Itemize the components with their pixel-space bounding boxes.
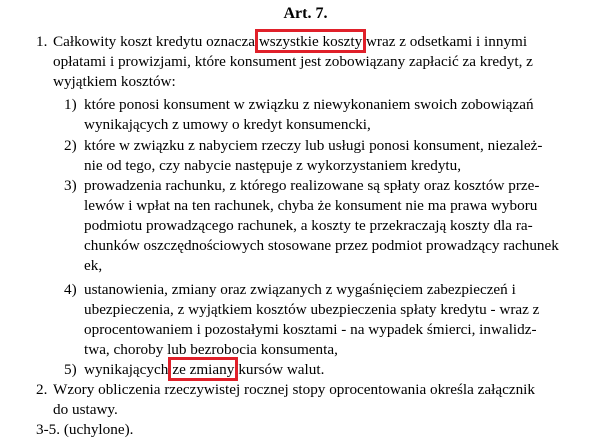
subpoint-3-line-4: chunków oszczędnościowych stosowane przez podmiot prowadzący rachunek	[84, 237, 559, 254]
subpoint-3-line-1: prowadzenia rachunku, z którego realizowane są spłaty oraz kosztów prze-	[84, 177, 540, 194]
subpoint-4-line-3: oprocentowaniem i pozostałymi kosztami - na wypadek śmierci, inwalidz-	[84, 321, 537, 338]
subpoint-5-number: 5)	[64, 361, 77, 378]
paragraph-1-text-start: Całkowity koszt kredytu oznacza	[53, 33, 256, 50]
paragraph-1-text-end: wraz z odsetkami i innymi	[365, 33, 528, 50]
subpoint-4-number: 4)	[64, 281, 77, 298]
paragraph-3-5-repealed: 3-5. (uchylone).	[36, 421, 134, 438]
paragraph-1-line-3: wyjątkiem kosztów:	[53, 73, 176, 90]
article-title: Art. 7.	[283, 5, 328, 22]
paragraph-2-line-2: do ustawy.	[53, 401, 118, 418]
subpoint-2-line-1: które w związku z nabyciem rzeczy lub usługi ponosi konsument, niezależ-	[84, 137, 543, 154]
subpoint-4-line-2: ubezpieczenia, z wyjątkiem kosztów ubezpieczenia spłaty kredytu - wraz z	[84, 301, 540, 318]
subpoint-1-line-1: które ponosi konsument w związku z niewykonaniem swoich zobowiązań	[84, 96, 534, 113]
highlighted-phrase-wszystkie-koszty: wszystkie koszty	[258, 33, 363, 50]
subpoint-3-line-2: lewów i wpłat na ten rachunek, chyba że konsument nie ma prawa wyboru	[84, 197, 538, 214]
subpoint-3-line-5: ek,	[84, 257, 103, 274]
subpoint-5-text-end: kursów walut.	[238, 361, 325, 378]
paragraph-1-number: 1.	[36, 33, 48, 50]
paragraph-2-line-1: Wzory obliczenia rzeczywistej rocznej stopy oprocentowania określa załącznik	[53, 381, 535, 398]
subpoint-5-line-1	[84, 360, 324, 380]
paragraph-1-line-2: opłatami i prowizjami, które konsument jest zobowiązany zapłacić za kredyt, z	[53, 53, 533, 70]
subpoint-5-text-start: wynikających	[84, 361, 169, 378]
subpoint-3-number: 3)	[64, 177, 77, 194]
paragraph-1-line-1	[53, 32, 527, 52]
subpoint-1-number: 1)	[64, 96, 77, 113]
subpoint-1-line-2: wynikających z umowy o kredyt konsumencki,	[84, 116, 371, 133]
paragraph-2-number: 2.	[36, 381, 48, 398]
subpoint-2-line-2: nie od tego, czy nabycie następuje z wykorzystaniem kredytu,	[84, 157, 462, 174]
highlighted-phrase-ze-zmiany: ze zmiany	[172, 361, 235, 378]
subpoint-2-number: 2)	[64, 137, 77, 154]
subpoint-4-line-4: twa, choroby lub bezrobocia konsumenta,	[84, 341, 338, 358]
subpoint-4-line-1: ustanowienia, zmiany oraz związanych z wygaśnięciem zabezpieczeń i	[84, 281, 516, 298]
subpoint-3-line-3: podmiotu prowadzącego rachunek, a koszty te przekraczają koszty dla ra-	[84, 217, 533, 234]
